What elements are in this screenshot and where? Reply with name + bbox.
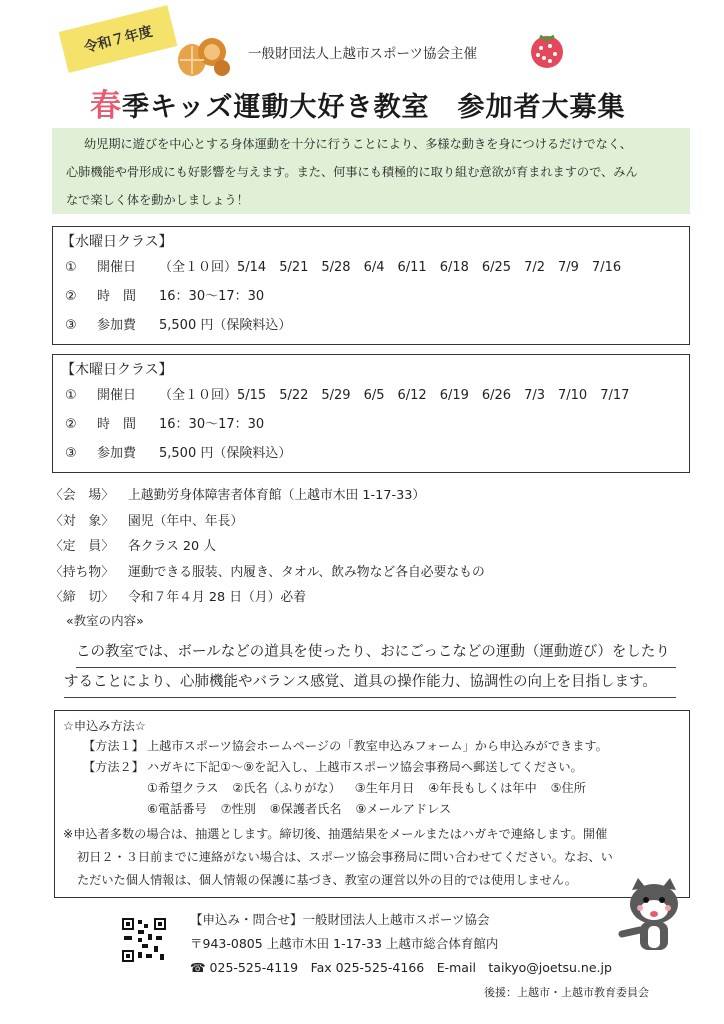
info-deadline bbox=[50, 586, 485, 612]
info-target bbox=[50, 510, 485, 536]
thursday-row-fee bbox=[61, 439, 681, 468]
contact-line-1: 【申込み・問合せ】一般財団法人上越市スポーツ協会 bbox=[190, 912, 490, 927]
required-item: ⑤住所 bbox=[550, 781, 586, 795]
row-number: ① bbox=[65, 388, 77, 403]
note-line-3: ただいた個人情報は、個人情報の保護に基づき、教室の運営以外の目的では使用しません。 bbox=[77, 873, 577, 887]
required-items-row-1 bbox=[63, 779, 681, 800]
required-item: ③生年月日 bbox=[354, 781, 415, 795]
contact-address: 〒943-0805 上越市木田 1-17-33 上越市総合体育館内 bbox=[190, 936, 499, 951]
info-value: 上越勤労身体障害者体育館（上越市木田 1-17-33） bbox=[128, 488, 426, 503]
row-number: ② bbox=[65, 289, 77, 304]
wednesday-class-box bbox=[52, 226, 690, 345]
row-number: ③ bbox=[65, 446, 77, 461]
row-number: ① bbox=[65, 260, 77, 275]
content-line-2: することにより、心肺機能やバランス感覚、道具の操作能力、協調性の向上を目指します。 bbox=[64, 668, 676, 698]
info-value: 各クラス 20 人 bbox=[128, 539, 217, 554]
thursday-class-box bbox=[52, 354, 690, 473]
required-item: ②氏名（ふりがな） bbox=[232, 781, 341, 795]
info-key: 〈会 場〉 bbox=[50, 488, 114, 503]
info-value: 運動できる服装、内履き、タオル、飲み物など各自必要なもの bbox=[128, 564, 485, 580]
thursday-row-dates bbox=[61, 381, 681, 410]
row-value: 5,500 円（保険料込） bbox=[159, 318, 292, 333]
wednesday-row-time bbox=[61, 282, 681, 311]
info-key: 〈定 員〉 bbox=[50, 539, 114, 554]
phone-icon: ☎ bbox=[190, 960, 210, 975]
row-label: 時 間 bbox=[97, 417, 137, 432]
required-item: ⑨メールアドレス bbox=[355, 802, 452, 816]
row-number: ③ bbox=[65, 318, 77, 333]
info-key: 〈対 象〉 bbox=[50, 513, 114, 529]
required-item: ①希望クラス bbox=[147, 781, 219, 795]
wednesday-row-dates bbox=[61, 253, 681, 282]
required-item: ⑥電話番号 bbox=[147, 802, 207, 816]
note-line-2: 初日２・３日前までに連絡がない場合は、スポーツ協会事務局に問い合わせてください。なお、い bbox=[77, 850, 613, 864]
row-value: 5,500 円（保険料込） bbox=[159, 446, 292, 461]
method-1 bbox=[63, 737, 681, 758]
note-line-1: ※申込者多数の場合は、抽選とします。締切後、抽選結果をメールまたはハガキで連絡します。開催 bbox=[63, 827, 608, 841]
row-label: 参加費 bbox=[97, 318, 137, 333]
intro-text bbox=[52, 128, 690, 214]
content-heading: «教室の内容» bbox=[66, 613, 144, 628]
required-item: ④年長もしくは年中 bbox=[428, 781, 537, 795]
application-box bbox=[54, 710, 690, 898]
contact-phone[interactable]: 025-525-4119 Fax 025-525-4166 E-mail taikyo@joetsu.ne.jp bbox=[209, 960, 612, 975]
row-label: 開催日 bbox=[97, 260, 137, 275]
required-items-row-2 bbox=[63, 800, 681, 821]
event-info bbox=[50, 484, 485, 612]
method-text: ハガキに下記①～⑨を記入し、上越市スポーツ協会事務局へ郵送してください。 bbox=[147, 760, 583, 774]
required-item: ⑦性別 bbox=[220, 802, 256, 816]
cat-character-icon bbox=[618, 876, 690, 954]
intro-line-2: 心肺機能や骨形成にも好影響を与えます。また、何事にも積極的に取り組む意欲が育まれますので、みん bbox=[66, 165, 638, 179]
info-key: 〈持ち物〉 bbox=[50, 564, 114, 580]
thursday-heading: 【木曜日クラス】 bbox=[61, 362, 173, 378]
row-value: 16：30～17：30 bbox=[159, 417, 265, 432]
contact-info bbox=[190, 910, 612, 982]
support-credit: 後援：上越市・上越市教育委員会 bbox=[484, 986, 649, 999]
organizer: 一般財団法人上越市スポーツ協会主催 bbox=[248, 46, 477, 62]
wednesday-heading: 【水曜日クラス】 bbox=[61, 234, 173, 250]
year-badge bbox=[59, 5, 178, 73]
thursday-row-time bbox=[61, 410, 681, 439]
method-text: 上越市スポーツ協会ホームページの「教室申込みフォーム」から申込みができます。 bbox=[147, 739, 608, 753]
squirrel-illustration-icon bbox=[176, 30, 232, 80]
info-key: 〈締 切〉 bbox=[50, 590, 114, 605]
wednesday-row-fee bbox=[61, 311, 681, 340]
row-label: 時 間 bbox=[97, 289, 137, 304]
row-value: （全１０回）5/14 5/21 5/28 6/4 6/11 6/18 6/25 7/2 7/9 7/16 bbox=[159, 260, 622, 275]
application-heading: ☆申込み方法☆ bbox=[63, 719, 146, 733]
method-2 bbox=[63, 758, 681, 779]
application-note bbox=[63, 823, 681, 892]
qr-code-icon[interactable] bbox=[120, 916, 168, 964]
info-value: 園児（年中、年長） bbox=[128, 513, 244, 529]
intro-line-1: 幼児期に遊びを中心とする身体運動を十分に行うことにより、多様な動きを身につけるだけでなく、 bbox=[84, 137, 632, 151]
contact-phone-row bbox=[190, 958, 612, 982]
required-item: ⑧保護者氏名 bbox=[269, 802, 342, 816]
method-mark: 【方法２】 bbox=[83, 760, 144, 774]
info-value: 令和７年４月 28 日（月）必着 bbox=[128, 590, 306, 605]
title-spring: 春 bbox=[90, 88, 122, 124]
info-capacity bbox=[50, 535, 485, 561]
content-line-1: この教室では、ボールなどの道具を使ったり、おにごっこなどの運動（運動遊び）をしたり bbox=[76, 638, 676, 668]
info-belongings bbox=[50, 561, 485, 587]
row-number: ② bbox=[65, 417, 77, 432]
title-rest: 季キッズ運動大好き教室 参加者大募集 bbox=[122, 92, 626, 123]
year-badge-text: 令和７年度 bbox=[82, 23, 155, 57]
info-venue bbox=[50, 484, 485, 510]
row-value: 16：30～17：30 bbox=[159, 289, 265, 304]
method-mark: 【方法１】 bbox=[83, 739, 144, 753]
intro-line-3: なで楽しく体を動かしましょう！ bbox=[66, 193, 249, 207]
strawberry-icon bbox=[528, 30, 566, 70]
row-label: 開催日 bbox=[97, 388, 137, 403]
page-title bbox=[90, 80, 650, 125]
content-body bbox=[64, 638, 676, 698]
row-value: （全１０回）5/15 5/22 5/29 6/5 6/12 6/19 6/26 7/3 7/10 7/17 bbox=[159, 388, 630, 403]
row-label: 参加費 bbox=[97, 446, 137, 461]
